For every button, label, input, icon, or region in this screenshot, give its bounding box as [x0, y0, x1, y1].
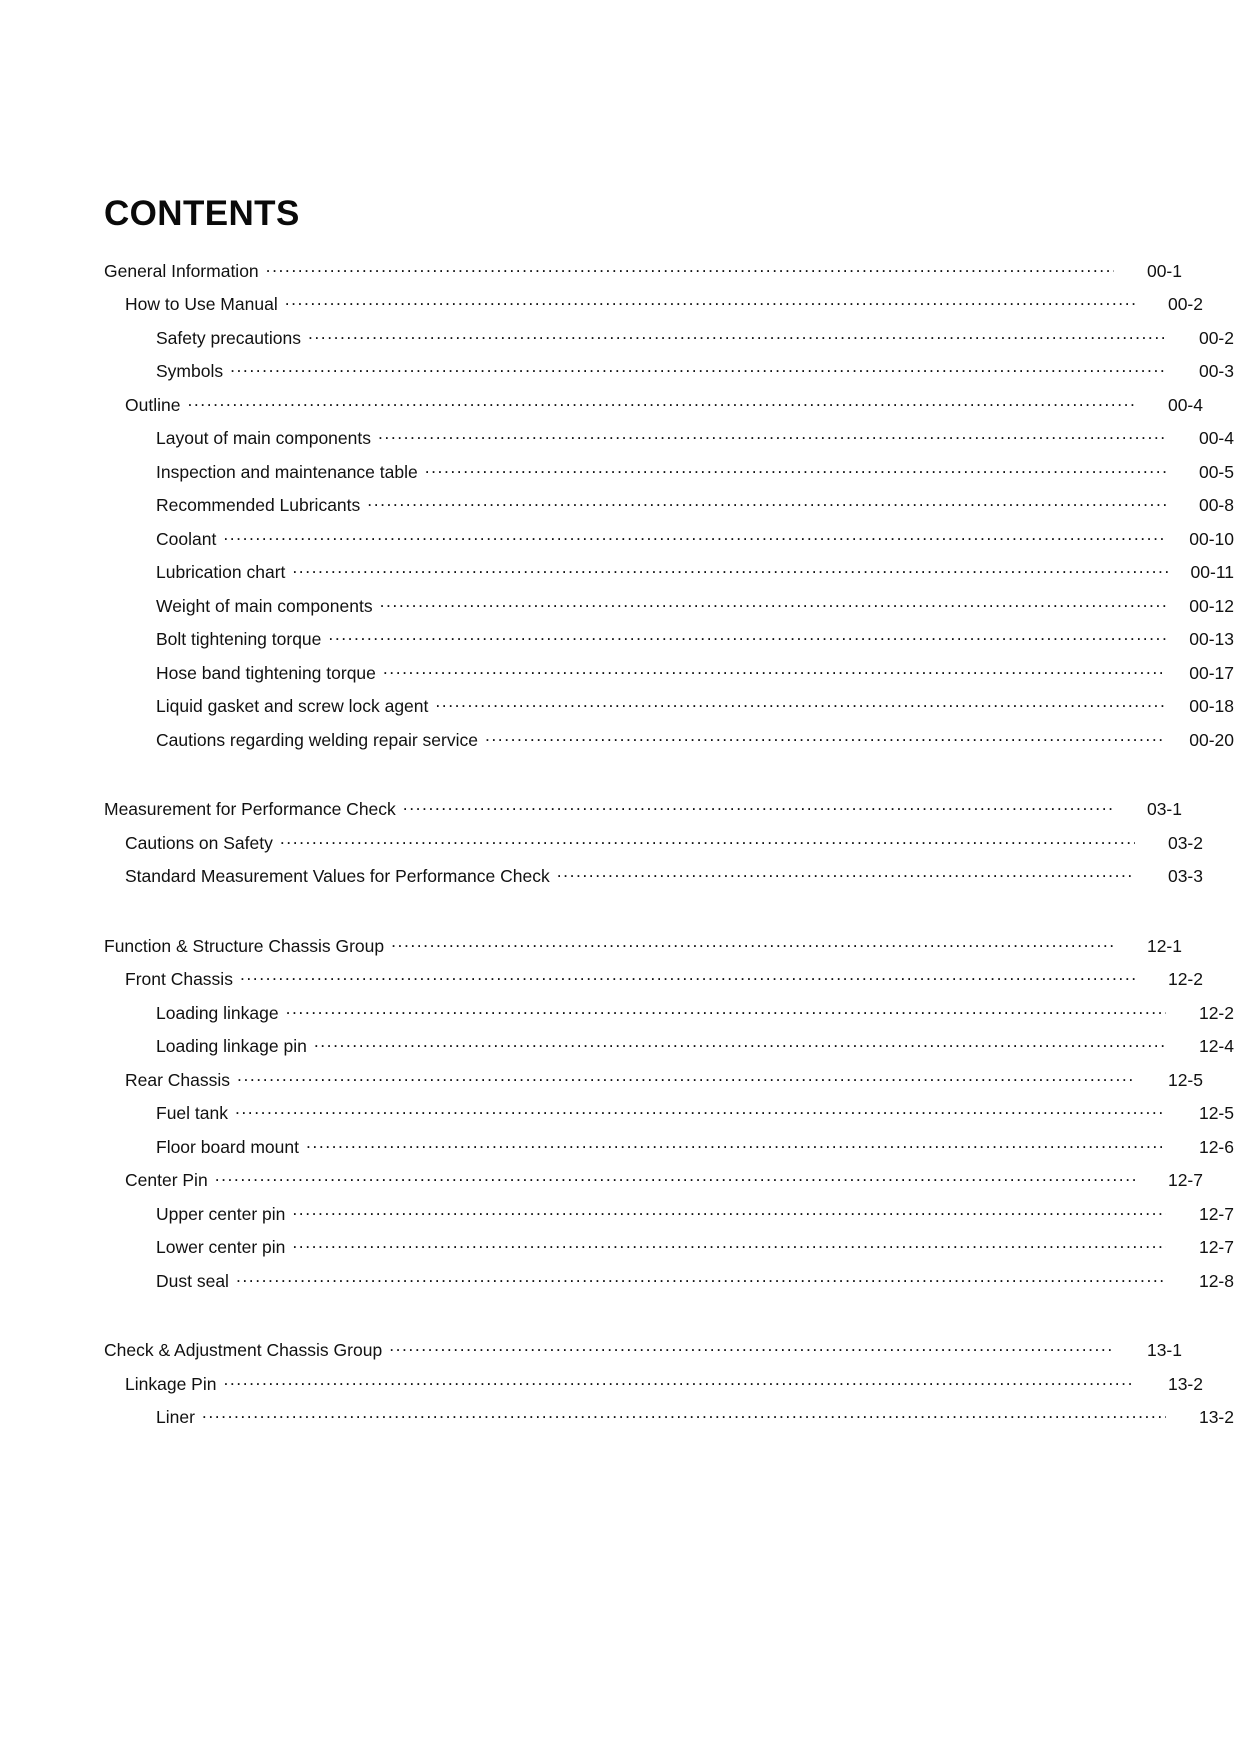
toc-dot-leader [215, 1169, 1135, 1187]
toc-entry-label: Cautions on Safety [125, 832, 273, 853]
toc-entry-page-number: 00-3 [1198, 361, 1234, 381]
toc-entry[interactable] [104, 1068, 1203, 1102]
toc-entry-label: Safety precautions [156, 327, 301, 348]
toc-entry-page-number: 12-7 [1198, 1237, 1234, 1257]
toc-dot-leader [240, 968, 1135, 986]
toc-entry[interactable] [104, 326, 1234, 360]
toc-entry-label: Standard Measurement Values for Performance Check [125, 866, 550, 886]
toc-entry[interactable] [104, 293, 1203, 327]
toc-section-gap [104, 1303, 1182, 1339]
toc-entry[interactable] [104, 360, 1234, 394]
toc-entry-page-number: 00-2 [1167, 294, 1203, 314]
toc-dot-leader [237, 1068, 1135, 1086]
toc-entry-page-number: 03-1 [1146, 799, 1182, 819]
toc-entry-label: Cautions regarding welding repair service [156, 729, 478, 750]
toc-dot-leader [223, 527, 1166, 545]
toc-entry[interactable] [104, 628, 1234, 662]
toc-dot-leader [223, 1372, 1135, 1390]
toc-entry-page-number: 12-5 [1198, 1103, 1234, 1123]
toc-entry-page-number: 00-13 [1189, 629, 1234, 649]
toc-entry-label: Dust seal [156, 1270, 229, 1291]
toc-entry-page-number: 12-2 [1198, 1002, 1234, 1023]
toc-entry-page-number: 00-2 [1198, 327, 1234, 348]
toc-section-gap [104, 898, 1182, 934]
toc-entry-page-number: 13-2 [1167, 1373, 1203, 1394]
toc-dot-leader [435, 695, 1166, 713]
toc-entry-page-number: 12-7 [1198, 1203, 1234, 1224]
toc-entry-label: Hose band tightening torque [156, 662, 376, 683]
toc-entry-label: Inspection and maintenance table [156, 461, 418, 482]
toc-entry-label: Liquid gasket and screw lock agent [156, 696, 429, 716]
toc-entry-label: Fuel tank [156, 1103, 228, 1123]
toc-dot-leader [236, 1269, 1166, 1287]
toc-entry[interactable] [104, 661, 1234, 695]
toc-entry[interactable] [104, 1372, 1203, 1406]
toc-entry-page-number: 03-2 [1167, 832, 1203, 853]
toc-entry-label: Lower center pin [156, 1237, 286, 1257]
table-of-contents [104, 194, 1234, 1439]
toc-entry-label: Recommended Lubricants [156, 495, 361, 515]
toc-entry-page-number: 00-20 [1189, 729, 1234, 750]
toc-entry-label: Function & Structure Chassis Group [104, 935, 385, 956]
toc-entry-label: Measurement for Performance Check [104, 799, 396, 819]
toc-entry[interactable] [104, 427, 1234, 461]
toc-entry[interactable] [104, 1236, 1234, 1270]
toc-entry-page-number: 03-3 [1167, 866, 1203, 886]
toc-entry-page-number: 12-1 [1146, 935, 1182, 956]
toc-entry-label: General Information [104, 260, 259, 281]
toc-dot-leader [314, 1035, 1166, 1053]
toc-entry-page-number: 00-5 [1198, 461, 1234, 482]
toc-entry-label: Upper center pin [156, 1203, 286, 1224]
toc-entry[interactable] [104, 1169, 1203, 1203]
toc-entry-label: Linkage Pin [125, 1373, 217, 1394]
toc-entry[interactable] [104, 594, 1234, 628]
toc-entry[interactable] [104, 259, 1182, 293]
toc-dot-leader [425, 460, 1166, 478]
toc-dot-leader [292, 1236, 1166, 1254]
toc-dot-leader [367, 494, 1166, 512]
toc-entry-page-number: 00-4 [1198, 428, 1234, 448]
toc-entry-page-number: 12-4 [1198, 1036, 1234, 1056]
toc-entry-label: Symbols [156, 361, 224, 381]
toc-entry-page-number: 12-8 [1198, 1270, 1234, 1291]
toc-dot-leader [380, 594, 1166, 612]
toc-entry-label: Center Pin [125, 1170, 208, 1190]
toc-entry[interactable] [104, 393, 1203, 427]
toc-entry-label: Coolant [156, 528, 217, 549]
toc-entry[interactable] [104, 695, 1234, 729]
toc-entry[interactable] [104, 561, 1234, 595]
toc-dot-leader [557, 865, 1135, 883]
toc-entry-page-number: 00-17 [1189, 662, 1234, 683]
toc-entry-page-number: 00-11 [1190, 562, 1234, 582]
toc-dot-leader [286, 1001, 1166, 1019]
toc-entry-page-number: 12-2 [1167, 969, 1203, 989]
toc-dot-leader [280, 831, 1135, 849]
toc-entry-label: Weight of main components [156, 595, 373, 616]
toc-entry[interactable] [104, 1269, 1234, 1303]
toc-entry[interactable] [104, 1001, 1234, 1035]
toc-dot-leader [187, 393, 1135, 411]
toc-entry-label: Loading linkage pin [156, 1036, 307, 1056]
toc-entry[interactable] [104, 968, 1203, 1002]
toc-entry[interactable] [104, 831, 1203, 865]
toc-dot-leader [306, 1135, 1166, 1153]
toc-entry-page-number: 00-8 [1198, 495, 1234, 515]
toc-entry-list [104, 259, 1234, 1439]
toc-entry-label: Bolt tightening torque [156, 629, 322, 649]
toc-entry-page-number: 00-1 [1146, 260, 1182, 281]
toc-dot-leader [378, 427, 1166, 445]
toc-entry-label: Floor board mount [156, 1136, 299, 1157]
toc-entry-label: Outline [125, 394, 181, 415]
toc-entry-label: Rear Chassis [125, 1069, 231, 1090]
toc-dot-leader [391, 934, 1114, 952]
toc-entry[interactable] [104, 865, 1203, 899]
toc-entry-page-number: 12-5 [1167, 1069, 1203, 1090]
toc-entry-page-number: 00-10 [1189, 528, 1234, 549]
page-title: CONTENTS [104, 194, 300, 233]
toc-entry[interactable] [104, 494, 1234, 528]
toc-dot-leader [235, 1102, 1166, 1120]
toc-entry-label: How to Use Manual [125, 294, 278, 314]
toc-entry-page-number: 12-6 [1198, 1136, 1234, 1157]
toc-entry-page-number: 13-2 [1198, 1407, 1234, 1427]
toc-entry[interactable] [104, 1406, 1234, 1440]
toc-entry[interactable] [104, 798, 1182, 832]
toc-entry-label: Layout of main components [156, 428, 371, 448]
toc-entry[interactable] [104, 1135, 1234, 1169]
toc-entry-label: Check & Adjustment Chassis Group [104, 1340, 383, 1360]
toc-dot-leader [308, 326, 1166, 344]
toc-entry-label: Liner [156, 1407, 195, 1427]
toc-entry[interactable] [104, 527, 1234, 561]
toc-entry-page-number: 12-7 [1167, 1170, 1203, 1190]
toc-entry-label: Lubrication chart [156, 562, 286, 582]
toc-dot-leader [292, 561, 1172, 579]
toc-entry-page-number: 00-18 [1189, 696, 1234, 716]
toc-dot-leader [292, 1202, 1166, 1220]
toc-entry[interactable] [104, 1202, 1234, 1236]
toc-dot-leader [389, 1339, 1114, 1357]
toc-dot-leader [383, 661, 1166, 679]
toc-dot-leader [285, 293, 1135, 311]
toc-entry[interactable] [104, 460, 1234, 494]
toc-entry-page-number: 13-1 [1146, 1340, 1182, 1360]
toc-entry[interactable] [104, 1102, 1234, 1136]
toc-section-gap [104, 762, 1182, 798]
toc-dot-leader [202, 1406, 1166, 1424]
toc-entry[interactable] [104, 1339, 1182, 1373]
toc-dot-leader [485, 728, 1166, 746]
toc-entry-label: Front Chassis [125, 969, 233, 989]
toc-entry[interactable] [104, 1035, 1234, 1069]
toc-dot-leader [266, 259, 1114, 277]
toc-dot-leader [230, 360, 1166, 378]
toc-entry-label: Loading linkage [156, 1002, 279, 1023]
toc-entry[interactable] [104, 728, 1234, 762]
toc-entry[interactable] [104, 934, 1182, 968]
toc-entry-page-number: 00-4 [1167, 394, 1203, 415]
toc-dot-leader [403, 798, 1114, 816]
toc-dot-leader [328, 628, 1166, 646]
toc-entry-page-number: 00-12 [1189, 595, 1234, 616]
